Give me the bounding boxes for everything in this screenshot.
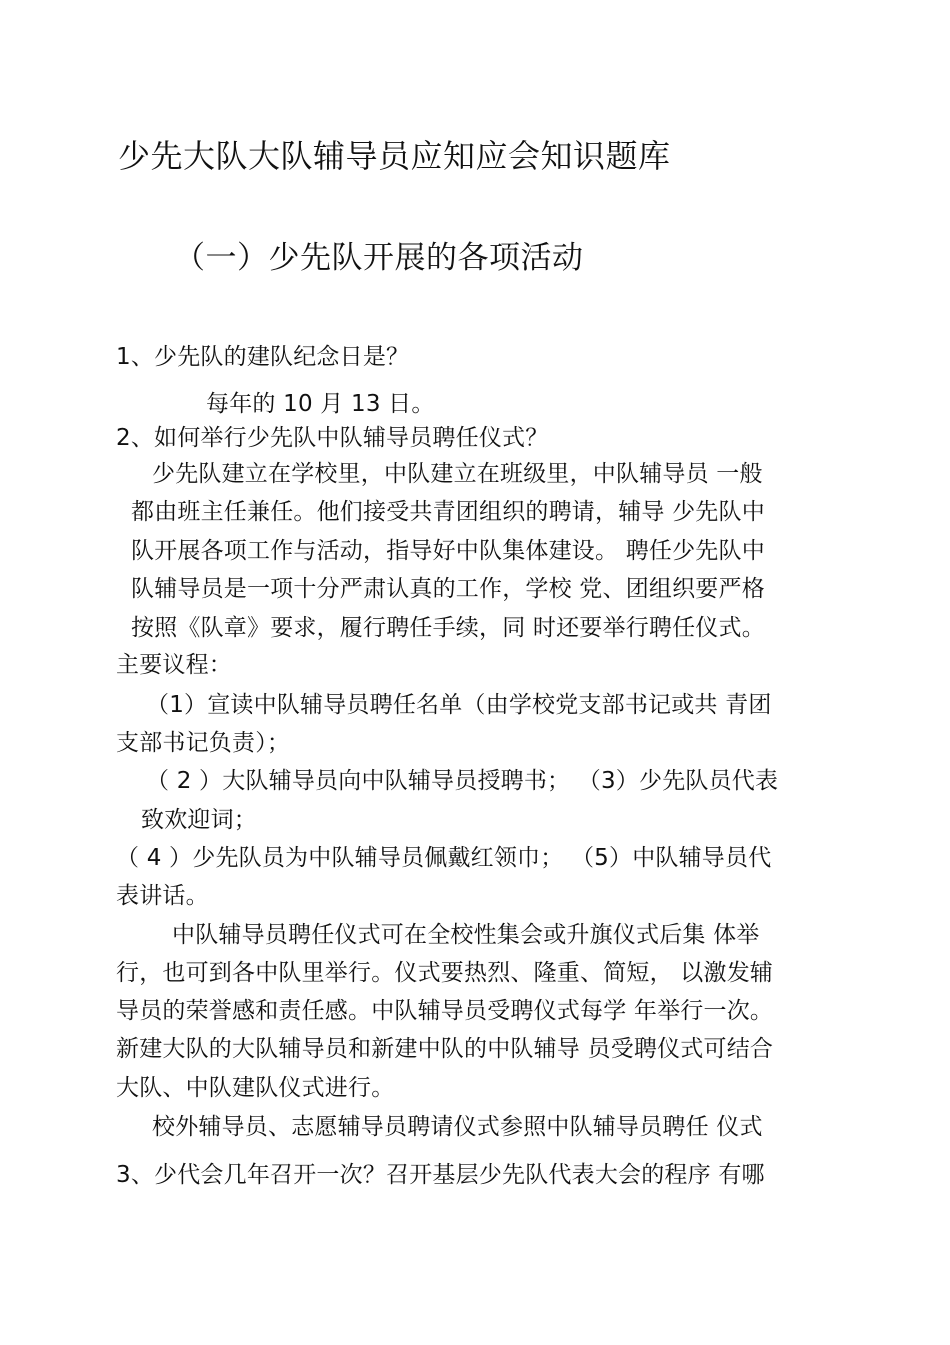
paragraph-line: 新建大队的大队辅导员和新建中队的中队辅导 员受聘仪式可结合: [116, 1036, 774, 1062]
paragraph-line: 大队、中队建队仪式进行。: [116, 1075, 395, 1101]
question-1: 1、少先队的建队纪念日是？: [116, 344, 410, 370]
paragraph-line: 导员的荣誉感和责任感。中队辅导员受聘仪式每学 年举行一次。: [116, 998, 774, 1024]
paragraph-line: 少先队建立在学校里，中队建立在班级里，中队辅导员 一般: [152, 461, 763, 487]
agenda-item: （1）宣读中队辅导员聘任名单（由学校党支部书记或共 青团: [146, 692, 772, 718]
agenda-item: 支部书记负责）；: [116, 730, 291, 756]
paragraph-line: 队辅导员是一项十分严肃认真的工作，学校 党、团组织要严格: [131, 576, 765, 602]
question-2: 2、如何举行少先队中队辅导员聘任仪式？: [116, 425, 549, 451]
paragraph-line: 中队辅导员聘任仪式可在全校性集会或升旗仪式后集 体举: [172, 922, 760, 948]
agenda-item: 表讲话。: [116, 883, 209, 909]
paragraph-line: 行，也可到各中队里举行。仪式要热烈、隆重、简短， 以激发辅: [116, 960, 774, 986]
agenda-item: （ 2 ）大队辅导员向中队辅导员授聘书； （3）少先队员代表: [146, 768, 779, 794]
section-heading: （一）少先队开展的各项活动: [174, 240, 584, 276]
paragraph-line: 按照《队章》要求，履行聘任手续，同 时还要举行聘任仪式。: [131, 615, 765, 641]
paragraph-line: 队开展各项工作与活动，指导好中队集体建设。 聘任少先队中: [131, 538, 765, 564]
question-3: 3、少代会几年召开一次？召开基层少先队代表大会的程序 有哪: [116, 1162, 765, 1188]
agenda-heading: 主要议程：: [116, 652, 232, 678]
agenda-item: 致欢迎词；: [141, 807, 257, 833]
paragraph-line: 校外辅导员、志愿辅导员聘请仪式参照中队辅导员聘任 仪式: [152, 1114, 763, 1140]
paragraph-line: 都由班主任兼任。他们接受共青团组织的聘请，辅导 少先队中: [131, 499, 765, 525]
document-title: 少先大队大队辅导员应知应会知识题库: [118, 137, 671, 175]
answer-1: 每年的 10 月 13 日。: [206, 391, 435, 417]
agenda-item: （ 4 ）少先队员为中队辅导员佩戴红领巾； （5）中队辅导员代: [116, 845, 772, 871]
